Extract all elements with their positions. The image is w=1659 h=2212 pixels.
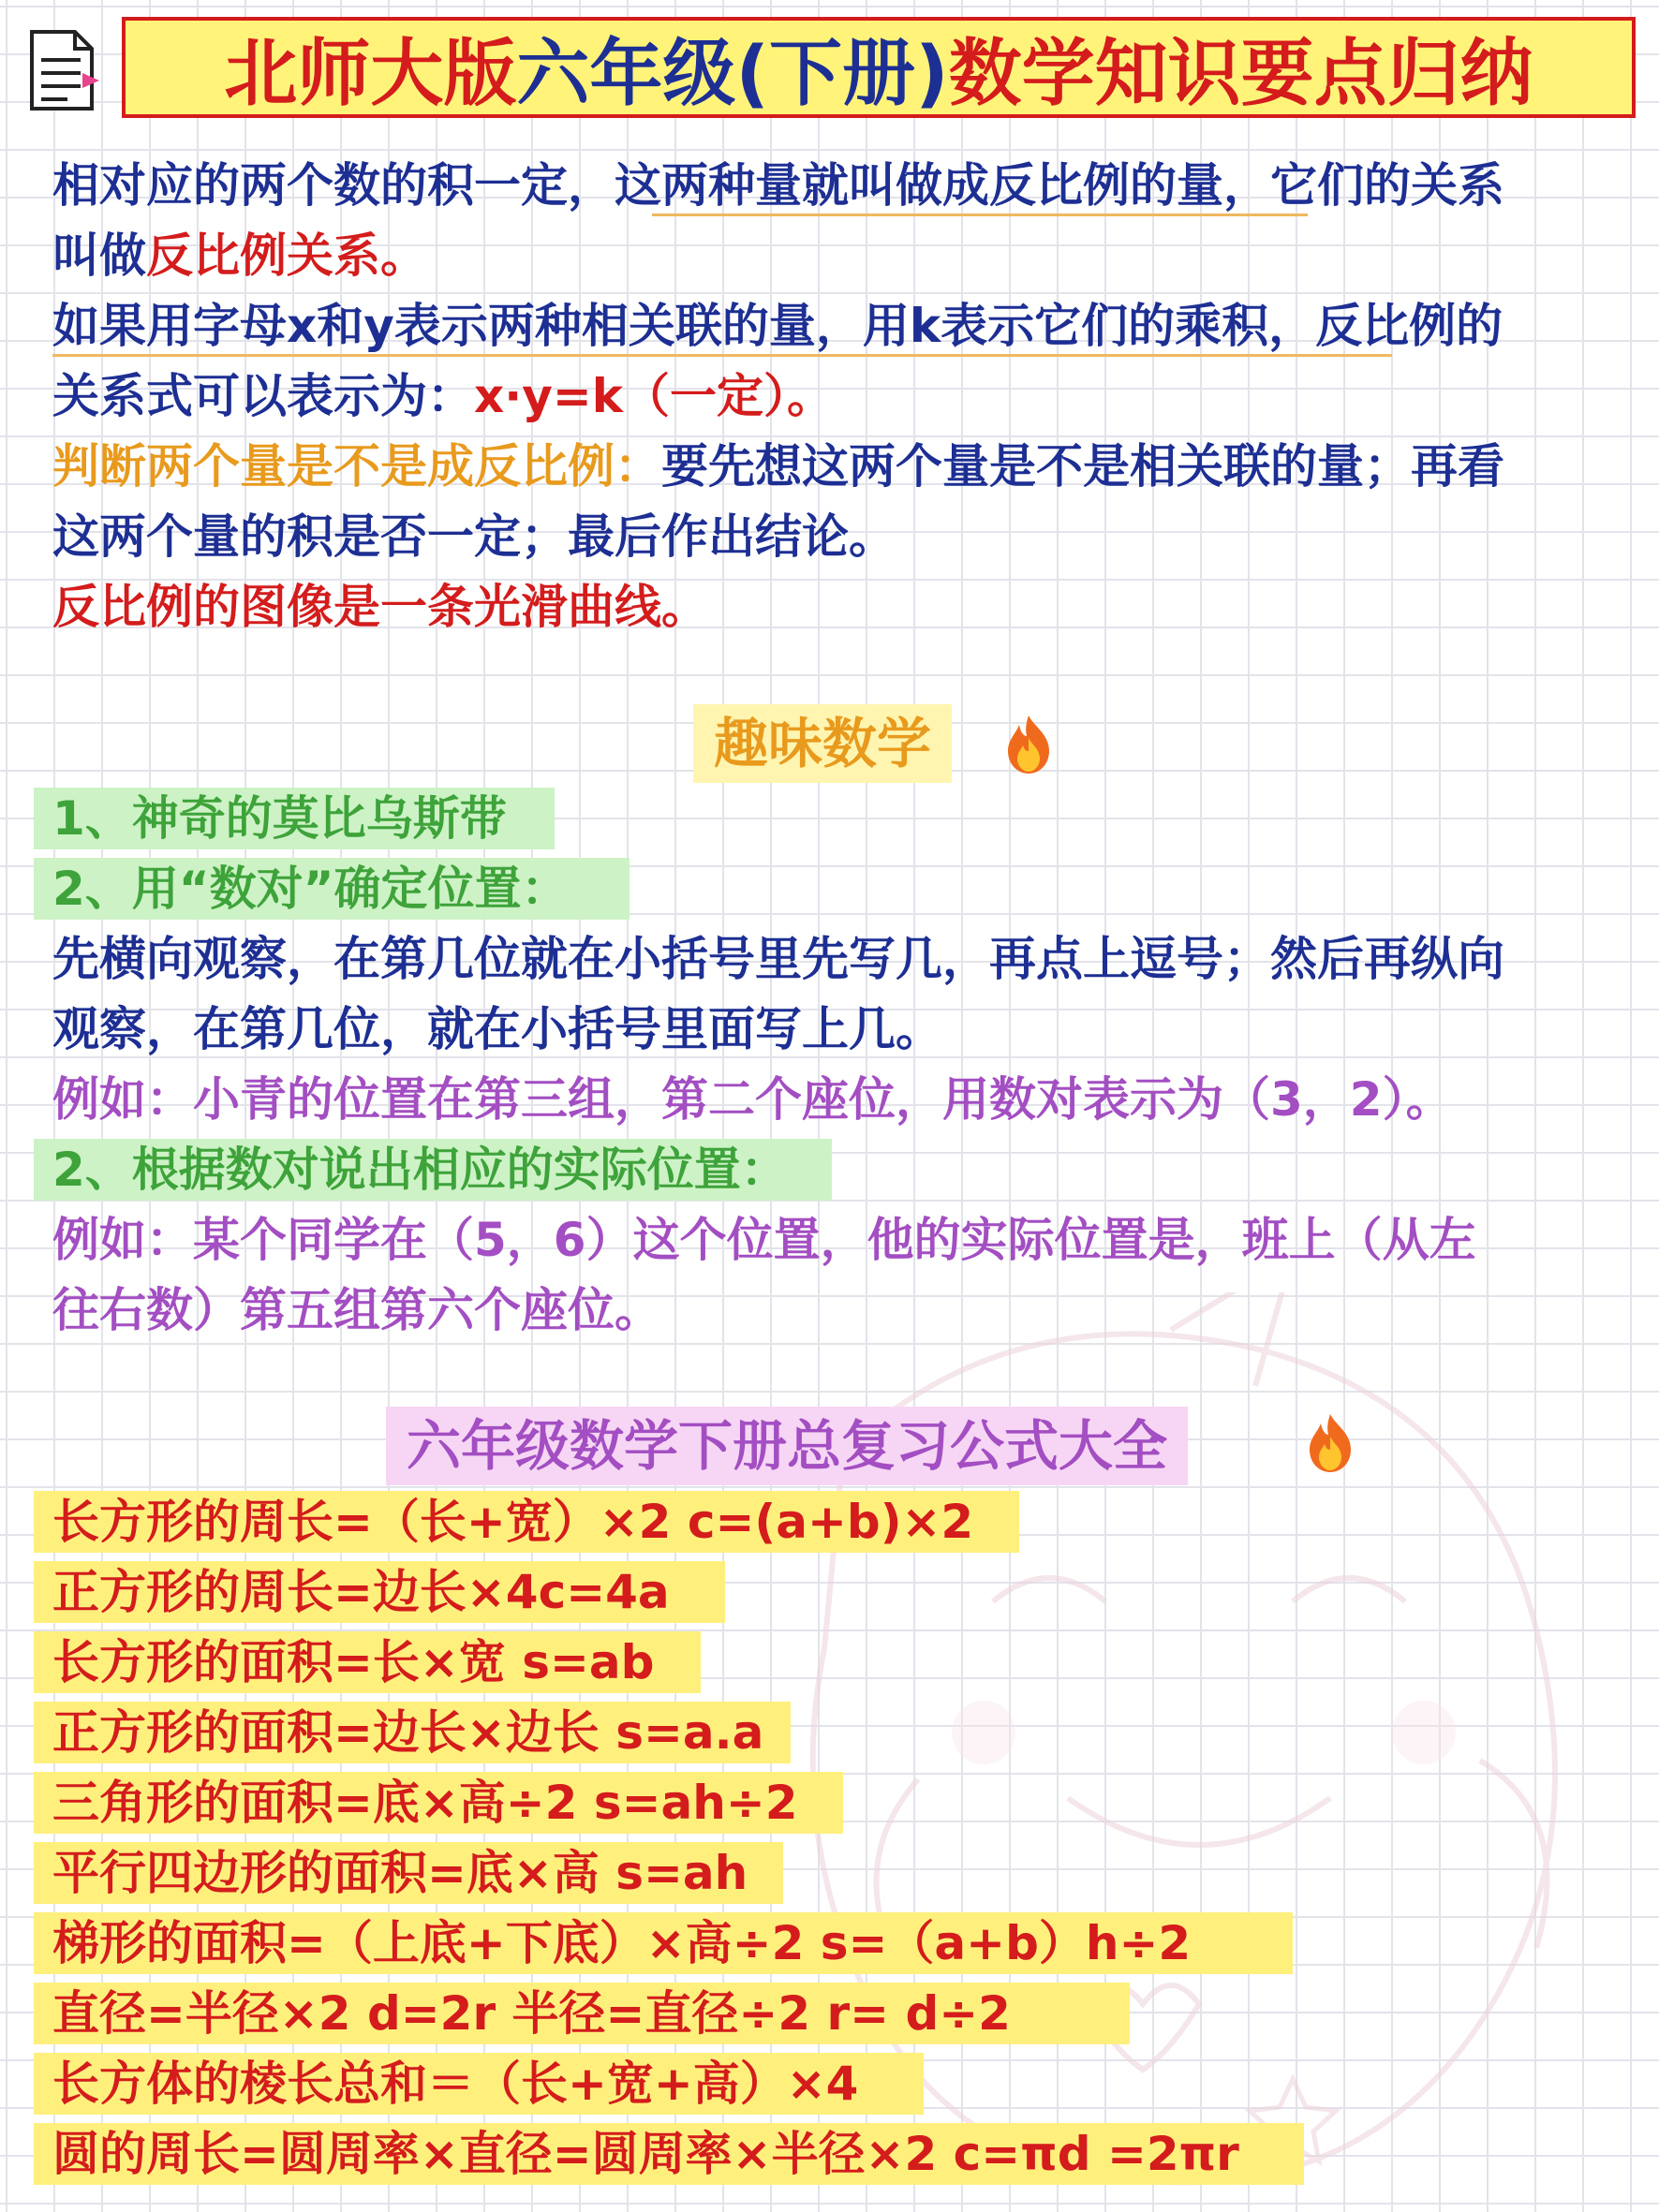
inverse-formula: x·y=k（一定）。: [474, 369, 834, 423]
fun-example-2a: 例如：某个同学在（5，6）这个位置，他的实际位置是，班上（从左: [52, 1213, 1476, 1267]
fun-item-2: 2、用“数对”确定位置：: [52, 862, 569, 916]
inverse-judge-text: 要先想这两个量是不是相关联的量；再看: [661, 439, 1504, 494]
formula-item: 正方形的周长=边长×4c=4a: [52, 1565, 670, 1619]
inverse-called-text: 叫做: [52, 229, 146, 283]
title-publisher: 北师大版: [224, 32, 517, 116]
formula-item: 圆的周长=圆周率×直径=圆周率×半径×2 c=πd =2πr: [52, 2127, 1239, 2181]
formula-item: 长方形的面积=长×宽 s=ab: [52, 1635, 655, 1689]
formula-item: 长方形的周长=（长+宽）×2 c=(a+b)×2: [52, 1495, 974, 1549]
formula-item: 梯形的面积=（上底+下底）×高÷2 s=（a+b）h÷2: [52, 1916, 1192, 1970]
inverse-line-4: [52, 368, 834, 424]
formulas-heading: 六年级数学下册总复习公式大全: [386, 1407, 1188, 1485]
inverse-line-5: [52, 438, 1504, 494]
inverse-line-7: 反比例的图像是一条光滑曲线。: [52, 580, 708, 634]
fun-para-1: 先横向观察，在第几位就在小括号里先写几，再点上逗号；然后再纵向: [52, 932, 1504, 986]
inverse-line-3: 如果用字母x和y表示两种相关联的量，用k表示它们的乘积，反比例的: [52, 299, 1503, 353]
underline-2: [52, 354, 1392, 357]
page-title: [122, 17, 1636, 118]
fun-example-1: 例如：小青的位置在第三组，第二个座位，用数对表示为（3，2）。: [52, 1072, 1453, 1127]
inverse-definition-text: 相对应的两个数的积一定，: [52, 158, 615, 213]
formula-item: 平行四边形的面积=底×高 s=ah: [52, 1846, 748, 1900]
formula-item: 长方体的棱长总和＝（长+宽+高）×4: [52, 2057, 859, 2111]
document-icon: [26, 28, 99, 112]
inverse-line-2: [52, 228, 427, 284]
inverse-judge-label: 判断两个量是不是成反比例：: [52, 439, 661, 494]
title-grade: 六年级(下册): [516, 32, 949, 116]
title-subject: 数学知识要点归纳: [948, 32, 1533, 116]
inverse-line-6: 这两个量的积是否一定；最后作出结论。: [52, 509, 896, 564]
fun-item-3: 2、根据数对说出相应的实际位置：: [52, 1143, 788, 1197]
formula-item: 正方形的面积=边长×边长 s=a.a: [52, 1705, 764, 1760]
formula-item: 三角形的面积=底×高÷2 s=ah÷2: [52, 1776, 798, 1830]
inverse-relation-term: 反比例关系。: [146, 229, 427, 283]
fun-example-2b: 往右数）第五组第六个座位。: [52, 1283, 661, 1337]
inverse-formula-label: 关系式可以表示为：: [52, 369, 474, 423]
fire-icon: [1002, 714, 1055, 775]
fire-icon: [1304, 1412, 1356, 1474]
underline-1: [652, 214, 1308, 216]
inverse-line-1: [52, 157, 1504, 214]
fun-para-2: 观察，在第几位，就在小括号里面写上几。: [52, 1002, 942, 1056]
inverse-definition-end: ，它们的关系: [1223, 158, 1504, 213]
formula-item: 直径=半径×2 d=2r 半径=直径÷2 r= d÷2: [52, 1986, 1011, 2041]
fun-math-heading: 趣味数学: [693, 704, 952, 783]
inverse-definition-underlined: 这两种量就叫做成反比例的量: [615, 158, 1223, 213]
fun-item-1: 1、神奇的莫比乌斯带: [52, 791, 507, 846]
